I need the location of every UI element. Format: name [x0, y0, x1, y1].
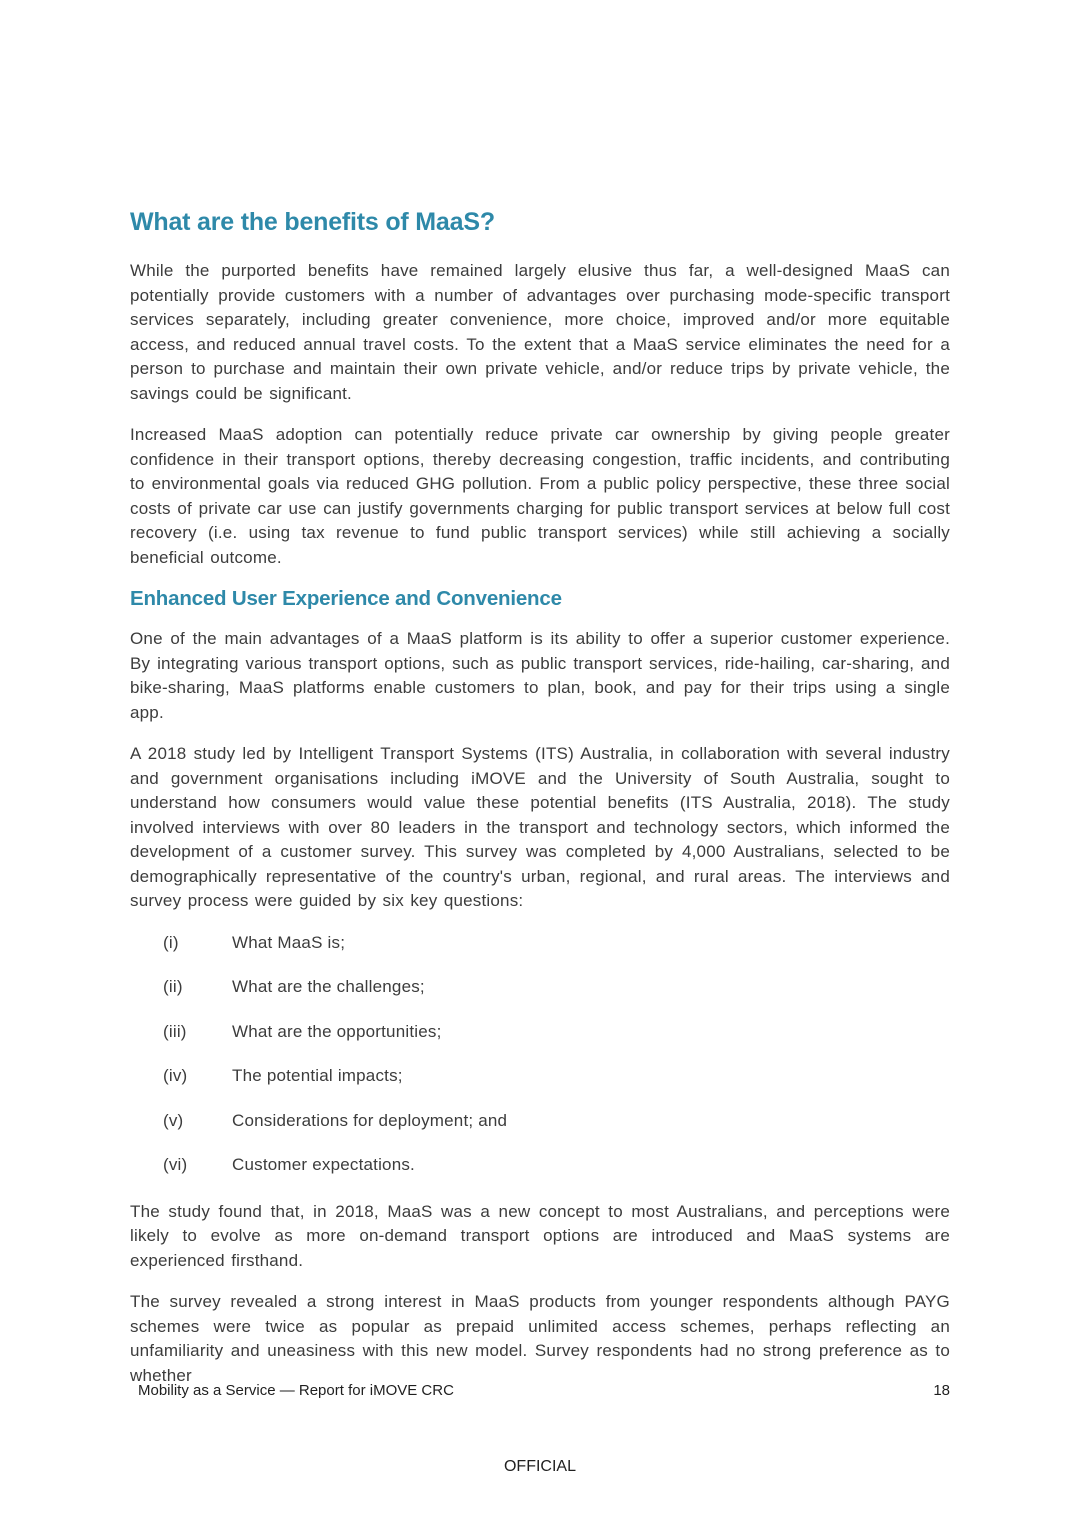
- list-item: [130, 975, 950, 1000]
- list-item-text: The potential impacts;: [232, 1066, 403, 1085]
- section-heading: What are the benefits of MaaS?: [130, 208, 495, 236]
- list-item-text: What MaaS is;: [232, 932, 346, 952]
- list-item-text: Considerations for deployment; and: [232, 1110, 508, 1130]
- list-item: [130, 931, 950, 956]
- paragraph: The study found that, in 2018, MaaS was a new concept to most Australians, and perceptions were likely to evolve as more on-demand transport options are introduced and MaaS systems are experienced firsthand.: [130, 1201, 950, 1270]
- list-item-numeral: (v): [163, 1110, 184, 1130]
- list-item-numeral: (iii): [163, 1021, 187, 1041]
- list-item: [130, 1109, 950, 1134]
- list-item: [130, 1153, 950, 1178]
- list-item-numeral: (iv): [163, 1066, 188, 1085]
- list-item-text: Customer expectations.: [232, 1155, 415, 1174]
- list-item-numeral: (vi): [163, 1155, 188, 1174]
- classification-marking: OFFICIAL: [503, 1458, 576, 1475]
- page-content: [130, 208, 950, 1405]
- roman-numeral-list: [130, 931, 950, 1178]
- list-item: [130, 1020, 950, 1045]
- subsection-heading: Enhanced User Experience and Convenience: [130, 587, 562, 610]
- page-footer: [138, 1382, 950, 1399]
- paragraph: While the purported benefits have remained largely elusive thus far, a well-designed MaaS can potentially provide customers with a number of advantages over purchasing mode-specific transport services separately, including greater convenience, more choice, improved and/or more equitable access, and reduced annual travel costs. To the extent that a MaaS service eliminates the need for a person to purchase and maintain their own private vehicle, and/or reduce trips by private vehicle, the savings could be significant.: [130, 261, 950, 403]
- paragraph: A 2018 study led by Intelligent Transport Systems (ITS) Australia, in collaboration with several industry and government organisations including iMOVE and the University of South Australia, sought to understand how consumers would value these potential benefits (ITS Australia, 2018). The study involved interviews with over 80 leaders in the transport and technology sectors, which informed the development of a customer survey. This survey was completed by 4,000 Australians, selected to be demographically representative of the country's urban, regional, and rural areas. The interviews and survey process were guided by six key questions:: [130, 744, 950, 910]
- paragraph: One of the main advantages of a MaaS platform is its ability to offer a superior customer experience. By integrating various transport options, such as public transport services, ride-hailing, car-sharing, and bike-sharing, MaaS platforms enable customers to plan, book, and pay for their trips using a single app.: [130, 629, 950, 722]
- footer-page-number: 18: [933, 1382, 950, 1399]
- footer-document-title: Mobility as a Service — Report for iMOVE CRC: [138, 1382, 454, 1399]
- list-item-text: What are the challenges;: [232, 977, 425, 996]
- list-item-numeral: (i): [163, 932, 179, 952]
- list-item: [130, 1064, 950, 1089]
- paragraph: The survey revealed a strong interest in MaaS products from younger respondents although PAYG schemes were twice as popular as prepaid unlimited access schemes, perhaps reflecting an unfamiliarity and uneasiness with this new model. Survey respondents had no strong preference as to whether: [130, 1292, 950, 1385]
- paragraph: Increased MaaS adoption can potentially reduce private car ownership by giving people greater confidence in their transport options, thereby decreasing congestion, traffic incidents, and contributing to environmental goals via reduced GHG pollution. From a public policy perspective, these three social costs of private car use can justify governments charging for public transport services at below full cost recovery (i.e. using tax revenue to fund public transport services) while still achieving a socially beneficial outcome.: [130, 425, 950, 567]
- list-item-numeral: (ii): [163, 977, 183, 996]
- list-item-text: What are the opportunities;: [232, 1021, 442, 1041]
